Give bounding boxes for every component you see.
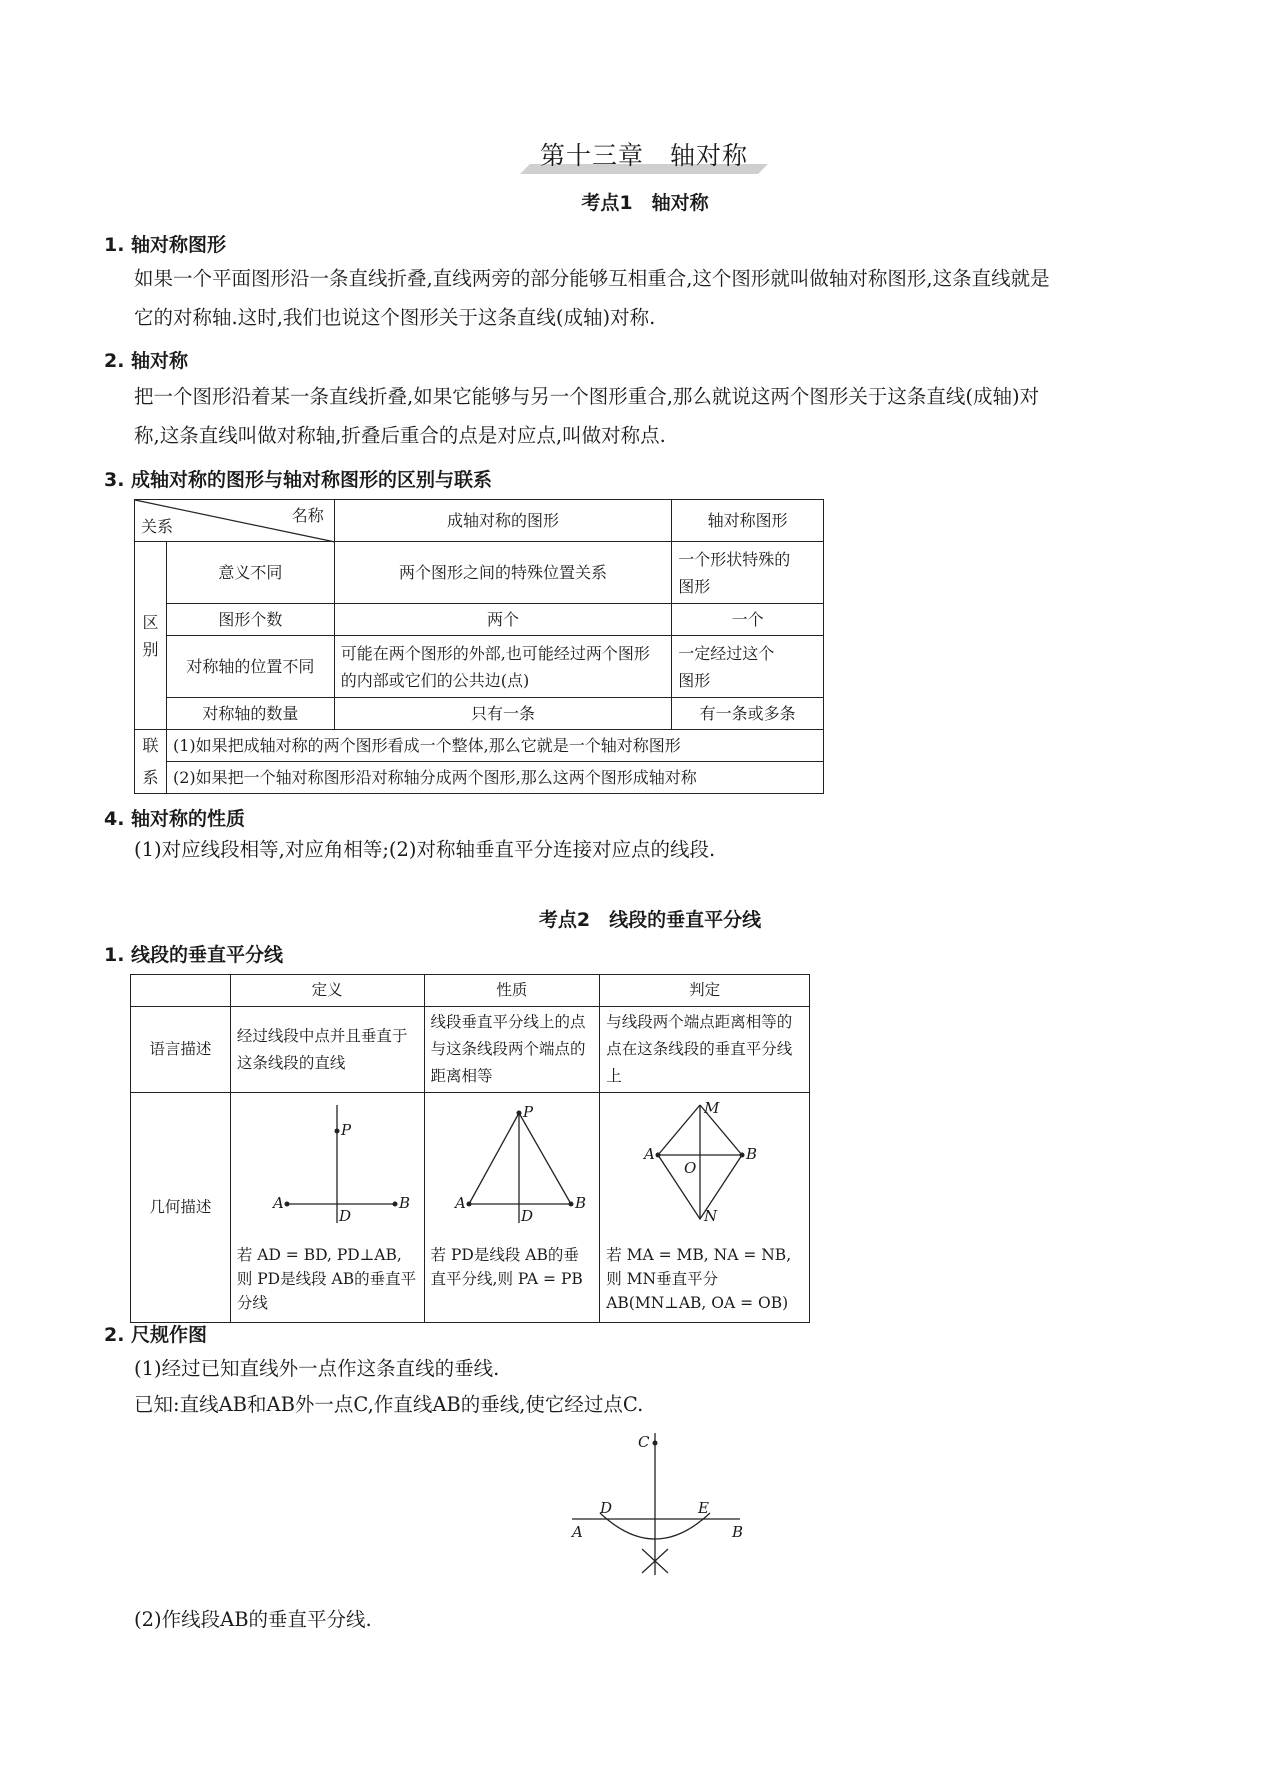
point-p	[516, 1111, 521, 1116]
line-pb	[519, 1113, 571, 1204]
criterion-cell: 与线段两个端点距离相等的点在这条线段的垂直平分线上	[600, 1007, 810, 1093]
corner-relation: 关系	[141, 517, 174, 536]
section-2-title: 考点2 线段的垂直平分线	[538, 909, 762, 931]
label-a: A	[272, 1194, 284, 1212]
row-label: 对称轴的数量	[166, 698, 334, 730]
heading-1-3: 3. 成轴对称的图形与轴对称图形的区别与联系	[104, 469, 493, 491]
label-b: B	[574, 1194, 586, 1212]
bisector-table	[130, 974, 810, 1323]
label-p: P	[522, 1103, 533, 1121]
row-label: 几何描述	[131, 1093, 231, 1323]
table-cell: 有一条或多条	[672, 698, 824, 730]
cell-line: 图形	[678, 576, 711, 596]
geo-cell-property	[424, 1093, 600, 1323]
geo-cell-definition	[230, 1093, 424, 1323]
paragraph-line: 把一个图形沿着某一条直线折叠,如果它能够与另一个图形重合,那么就说这两个图形关于这条直线(成轴)对	[134, 385, 1040, 408]
point-p	[334, 1129, 339, 1134]
paragraph-1-4: (1)对应线段相等,对应角相等;(2)对称轴垂直平分连接对应点的线段.	[134, 838, 716, 861]
figure-property	[431, 1093, 594, 1243]
link-row: (2)如果把一个轴对称图形沿对称轴分成两个图形,那么这两个图形成轴对称	[166, 762, 823, 794]
paragraph-1-2	[134, 377, 1214, 455]
table-corner-cell	[135, 500, 335, 542]
label-m: M	[704, 1099, 720, 1117]
table-cell: 只有一条	[334, 698, 671, 730]
row-label: 图形个数	[166, 604, 334, 636]
diff-label-char: 区	[142, 612, 159, 632]
point-a	[284, 1202, 289, 1207]
row-label: 对称轴的位置不同	[166, 636, 334, 698]
row-label: 意义不同	[166, 542, 334, 604]
kite-figure	[606, 1093, 806, 1243]
label-p: P	[340, 1121, 351, 1139]
definition-cell: 经过线段中点并且垂直于这条线段的直线	[230, 1007, 424, 1093]
table-cell: 可能在两个图形的外部,也可能经过两个图形的内部或它们的公共边(点)	[334, 636, 671, 698]
geo-text: 若 AD = BD, PD⊥AB, 则 PD是线段 AB的垂直平分线	[236, 1246, 417, 1312]
table-cell: 一个	[672, 604, 824, 636]
table-cell	[672, 636, 824, 698]
line-pa	[469, 1113, 519, 1204]
section-1-title: 考点1 轴对称	[581, 192, 709, 214]
label-d: D	[338, 1207, 351, 1225]
cell-line: 一个形状特殊的	[678, 549, 791, 569]
cell-line: 一定经过这个	[678, 643, 775, 663]
paragraph-line: 称,这条直线叫做对称轴,折叠后重合的点是对应点,叫做对称点.	[134, 424, 666, 447]
col-header: 成轴对称的图形	[334, 500, 671, 542]
heading-1-2: 2. 轴对称	[104, 350, 189, 372]
point-c	[653, 1441, 658, 1446]
label-b: B	[746, 1145, 758, 1163]
triangle-figure	[431, 1093, 601, 1243]
label-b: B	[398, 1194, 410, 1212]
col-header: 判定	[600, 975, 810, 1007]
geo-text: 若 PD是线段 AB的垂直平分线,则 PA = PB	[430, 1246, 583, 1288]
point-b	[740, 1153, 745, 1158]
label-n: N	[704, 1207, 718, 1225]
label-a: A	[644, 1145, 656, 1163]
diff-label	[135, 542, 167, 730]
construction-given: 已知:直线AB和AB外一点C,作直线AB的垂线,使它经过点C.	[134, 1393, 644, 1416]
construction-step-1: (1)经过已知直线外一点作这条直线的垂线.	[134, 1357, 500, 1380]
heading-2-2: 2. 尺规作图	[104, 1324, 208, 1346]
perpendicular-figure-1	[237, 1093, 417, 1243]
label-b: B	[732, 1523, 744, 1541]
geo-cell-criterion	[600, 1093, 810, 1323]
figure-criterion	[606, 1093, 803, 1243]
label-d: D	[600, 1499, 613, 1517]
col-header: 定义	[230, 975, 424, 1007]
table-cell: 两个	[334, 604, 671, 636]
label-o: O	[684, 1159, 697, 1177]
label-e: E	[698, 1499, 709, 1517]
construction-step-2: (2)作线段AB的垂直平分线.	[134, 1608, 372, 1631]
link-row: (1)如果把成轴对称的两个图形看成一个整体,那么它就是一个轴对称图形	[166, 730, 823, 762]
table-cell: 两个图形之间的特殊位置关系	[334, 542, 671, 604]
corner-name: 名称	[291, 506, 324, 525]
label-d: D	[520, 1207, 533, 1225]
property-cell: 线段垂直平分线上的点与这条线段两个端点的距离相等	[424, 1007, 600, 1093]
chapter-title-text: 第十三章 轴对称	[539, 141, 748, 170]
paragraph-line: 它的对称轴.这时,我们也说这个图形关于这条直线(成轴)对称.	[134, 306, 656, 329]
point-a	[656, 1153, 661, 1158]
point-a	[466, 1202, 471, 1207]
point-b	[392, 1202, 397, 1207]
link-label-bottom: 系	[135, 762, 167, 794]
heading-2-1: 1. 线段的垂直平分线	[104, 944, 284, 966]
col-header: 性质	[424, 975, 600, 1007]
heading-1-4: 4. 轴对称的性质	[104, 808, 246, 830]
paragraph-line: 如果一个平面图形沿一条直线折叠,直线两旁的部分能够互相重合,这个图形就叫做轴对称图形,这条直线就是	[134, 267, 1050, 290]
blank-header-cell	[131, 975, 231, 1007]
figure-definition	[237, 1093, 418, 1243]
label-a: A	[454, 1194, 466, 1212]
label-a: A	[572, 1523, 583, 1541]
comparison-table	[134, 499, 824, 794]
col-header: 轴对称图形	[672, 500, 824, 542]
table-cell	[672, 542, 824, 604]
cell-line: 图形	[678, 670, 711, 690]
row-label: 语言描述	[131, 1007, 231, 1093]
chapter-title	[520, 136, 768, 176]
label-c: C	[638, 1433, 650, 1451]
diff-label-char: 别	[142, 639, 159, 659]
link-label-top: 联	[135, 730, 167, 762]
construction-figure	[560, 1425, 760, 1575]
point-b	[568, 1202, 573, 1207]
paragraph-1-1	[134, 259, 1214, 337]
geo-text: 若 MA = MB, NA = NB, 则 MN垂直平分 AB(MN⊥AB, OA = OB)	[606, 1246, 792, 1312]
heading-1-1: 1. 轴对称图形	[104, 234, 227, 256]
